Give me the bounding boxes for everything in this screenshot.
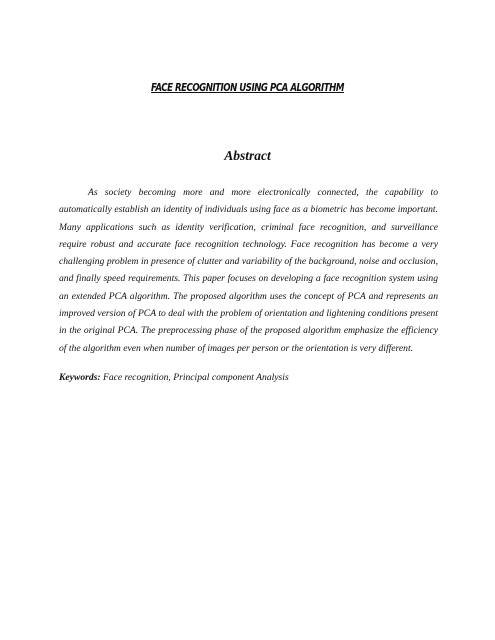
abstract-text: As society becoming more and more electronically connected, the capability to automatically establish an identity of individuals using face as a biometric has become important. Many applications such as identity verification, criminal face recognition, and surveillance require robust and accurate face recognition technology. Face recognition has become a very challenging problem in presence of clutter and variability of the background, noise and occlusion, and finally speed requirements. This paper focuses on developing a face recognition system using an extended PCA algorithm. The proposed algorithm uses the concept of PCA and represents an improved version of PCA to deal with the problem of orientation and lightening conditions present in the original PCA. The preprocessing phase of the proposed algorithm emphasize the efficiency of the algorithm even when number of images per person or the orientation is very different. [59,187,438,354]
paper-title: FACE RECOGNITION USING PCA ALGORITHM [151,82,344,94]
keywords-line [59,371,439,385]
abstract-heading: Abstract [224,148,271,163]
keywords-text: Face recognition, Principal component Analysis [100,372,289,383]
keywords-label: Keywords: [59,372,101,383]
